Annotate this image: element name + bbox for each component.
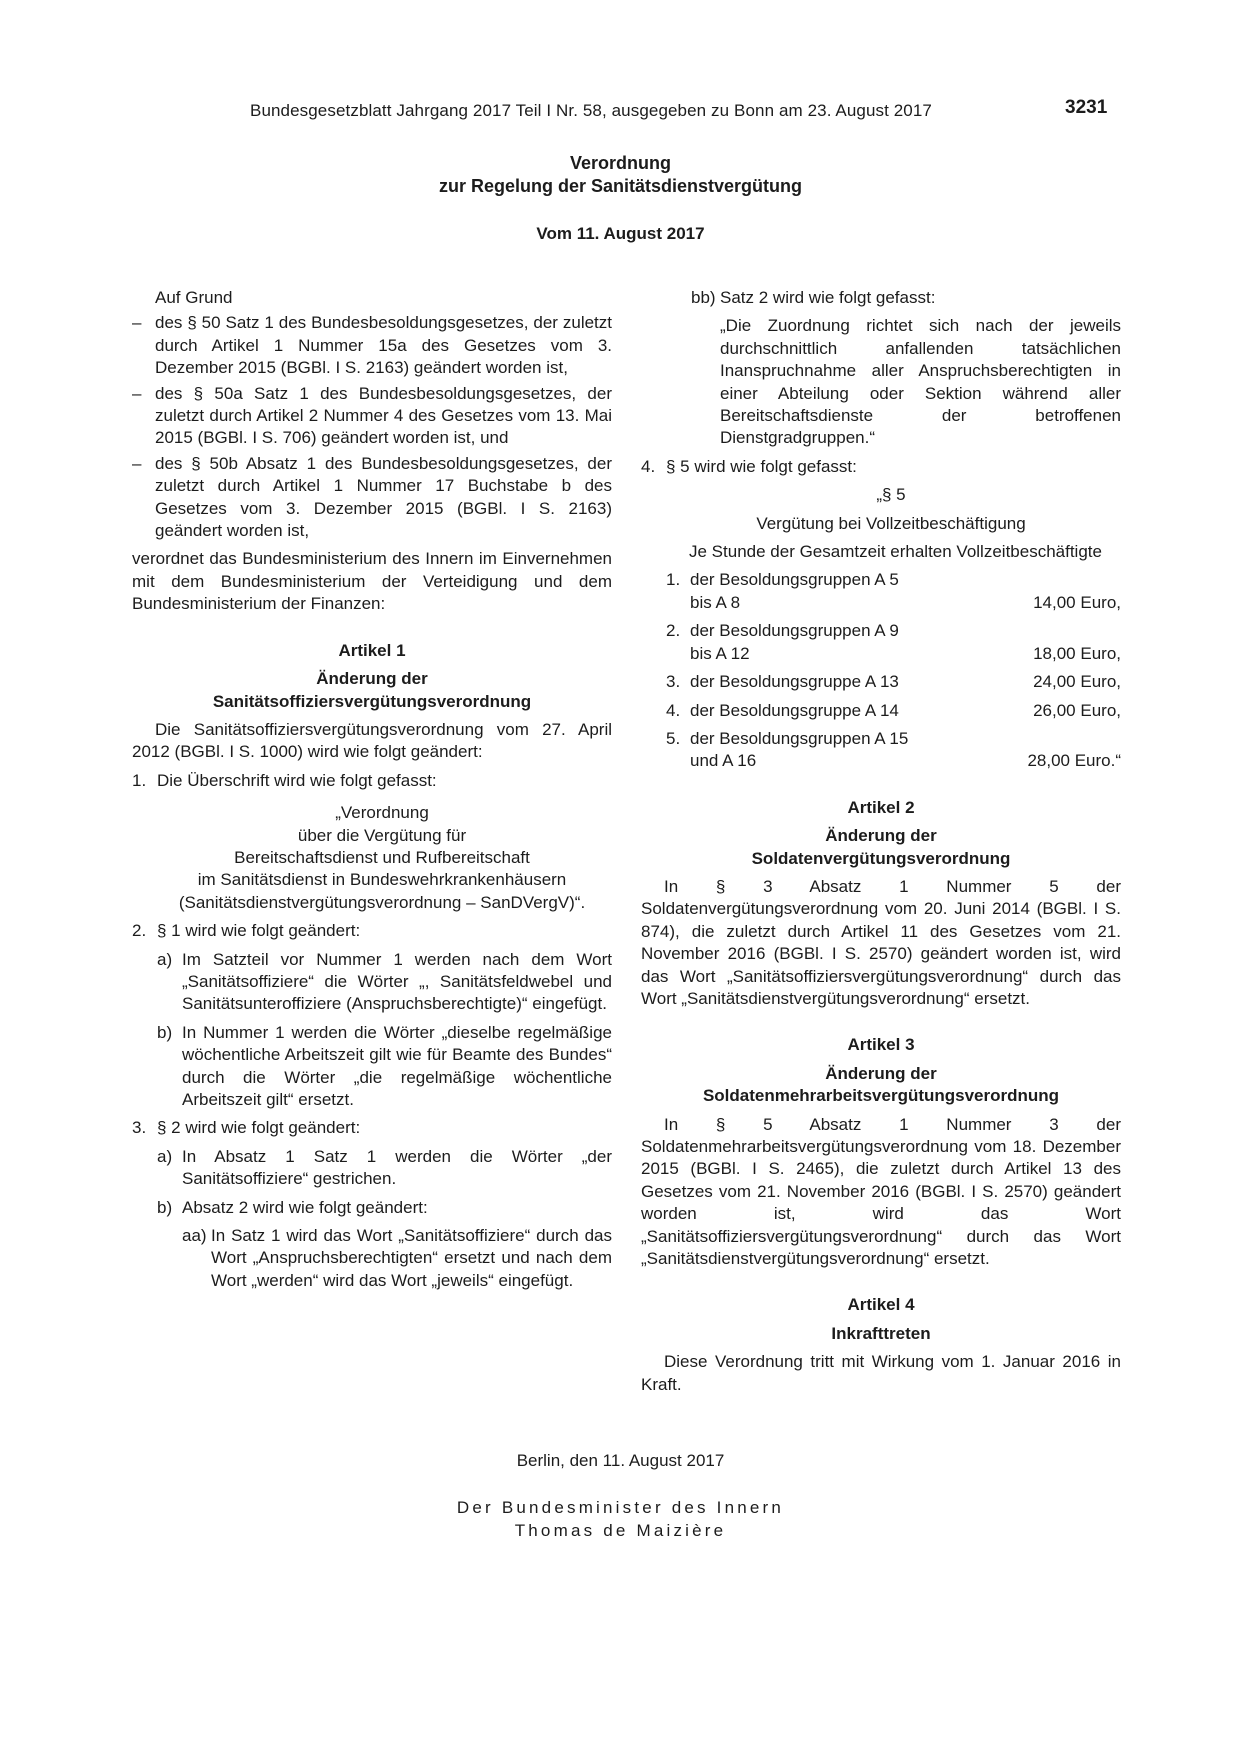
item-number: 1.: [132, 770, 147, 790]
amendment-item-3: [132, 1117, 612, 1139]
rate-amount: 28,00 Euro.“: [1027, 751, 1121, 771]
rate-label-line: bis A 8: [690, 592, 741, 612]
item-letter: a): [157, 949, 173, 969]
preamble-item-text: des § 50a Satz 1 des Bundesbesoldungsgesetzes, der zuletzt durch Artikel 2 Nummer 4 des Gesetzes vom 13. Mai 2015 (BGBl. I S. 706) geändert worden ist, und: [155, 383, 612, 448]
rate-label-line: der Besoldungsgruppen A 5: [690, 570, 899, 590]
preamble-closing: verordnet das Bundesministerium des Innern im Einvernehmen mit dem Bundesministerium der Verteidigung und dem Bundesministerium der Finanzen:: [132, 549, 612, 614]
item-text: § 2 wird wie folgt geändert:: [157, 1118, 361, 1138]
artikel4-subtitle: Inkrafttreten: [831, 1323, 931, 1343]
artikel3-subtitle-1: Änderung der: [825, 1063, 937, 1083]
item-text: In Satz 1 wird das Wort „Sanitätsoffiziere“ durch das Wort „Anspruchsberechtigten“ ersetzt und nach dem Wort „werden“ wird das Wort „jeweils“ eingefügt.: [211, 1226, 612, 1290]
amendment-item-3a: [132, 1146, 612, 1191]
item-sublabel: bb): [691, 288, 716, 307]
signer-title: Der Bundesminister des Innern: [456, 1498, 785, 1517]
item-text: § 5 wird wie folgt gefasst:: [666, 456, 857, 476]
item-text: In Absatz 1 Satz 1 werden die Wörter „der Sanitätsoffiziere“ gestrichen.: [182, 1146, 612, 1189]
artikel2-subtitle-2: Soldatenvergütungsverordnung: [751, 848, 1011, 868]
rate-number: 4.: [666, 700, 681, 720]
amendment-item-2: [132, 920, 612, 942]
amendment-item-4: [641, 456, 1121, 478]
new-title-block: [132, 802, 612, 914]
artikel3-text: In § 5 Absatz 1 Nummer 3 der Soldatenmehrarbeitsvergütungsverordnung vom 18. Dezember 2015 (BGBl. I S. 2465), die zuletzt durch Artikel 13 des Gesetzes vom 21. November 2016 (BGBl. I S. 2570) geändert worden ist, wird das Wort „Sanitätsoffiziersvergütungsverordnung“ durch das Wort „Sanitätsdienstvergütungsverordnung“ ersetzt.: [641, 1114, 1121, 1269]
artikel1-intro: Die Sanitätsoffiziersvergütungsverordnung vom 27. April 2012 (BGBl. I S. 1000) wird wie folgt geändert:: [132, 719, 612, 762]
item-text: Im Satzteil vor Nummer 1 werden nach dem Wort „Sanitätsoffiziere“ die Wörter „, Sanitätsfeldwebel und Sanitätsunteroffiziere (Anspruchsberechtigte)“ eingefügt.: [182, 949, 612, 1014]
item-letter: b): [157, 1197, 173, 1217]
rate-row: [666, 620, 1121, 665]
rates-list: [641, 569, 1121, 772]
item-letter: b): [157, 1022, 173, 1042]
item-sublabel: aa): [182, 1226, 207, 1246]
amendment-item-2b: [132, 1022, 612, 1112]
item-letter: a): [157, 1146, 173, 1166]
preamble-item-3: [132, 453, 612, 543]
new-title-line: Bereitschaftsdienst und Rufbereitschaft: [234, 847, 530, 867]
dash-marker: –: [132, 453, 142, 473]
replacement-quote: „Die Zuordnung richtet sich nach der jeweils durchschnittlich anfallenden tatsächlichen Inanspruchnahme aller Anspruchsberechtigten in einer Abteilung oder Sektion während aller Bereitschaftsdienste der betroffenen Dienstgradgruppen.“: [720, 316, 1121, 448]
amendment-item-3b-aa: [132, 1225, 612, 1292]
document-date: Vom 11. August 2017: [536, 224, 705, 243]
artikel4-text: Diese Verordnung tritt mit Wirkung vom 1. Januar 2016 in Kraft.: [641, 1352, 1121, 1394]
rate-amount: 24,00 Euro,: [1033, 672, 1121, 692]
item-number: 4.: [641, 456, 656, 476]
rate-amount: 26,00 Euro,: [1033, 700, 1121, 720]
rate-row: [666, 728, 1121, 773]
item-number: 2.: [132, 921, 147, 941]
rate-label: [690, 620, 1033, 665]
document-title: Verordnung: [569, 153, 671, 173]
rate-label: der Besoldungsgruppe A 13: [690, 672, 899, 692]
signer-name: Thomas de Maizière: [514, 1521, 727, 1540]
rate-amount: 18,00 Euro,: [1033, 643, 1121, 663]
amendment-item-1: [132, 770, 612, 792]
right-column: [641, 287, 1121, 1396]
artikel1-subtitle-1: Änderung der: [316, 669, 428, 689]
dash-marker: –: [132, 313, 142, 333]
artikel3-heading: Artikel 3: [847, 1035, 915, 1055]
artikel4-heading: Artikel 4: [847, 1295, 915, 1315]
rate-label-line: bis A 12: [690, 643, 750, 663]
preamble-item-2: [132, 383, 612, 450]
running-header: Bundesgesetzblatt Jahrgang 2017 Teil I Nr. 58, ausgegeben zu Bonn am 23. August 2017: [250, 101, 932, 120]
preamble-intro: Auf Grund: [155, 288, 233, 307]
new-title-line: über die Vergütung für: [297, 825, 467, 845]
paragraph-heading: „§ 5: [876, 485, 906, 505]
document-subtitle: zur Regelung der Sanitätsdienstvergütung: [438, 176, 803, 196]
page-number: 3231: [1065, 97, 1108, 118]
amendment-item-2a: [132, 949, 612, 1016]
artikel2-heading: Artikel 2: [847, 797, 915, 817]
rate-number: 3.: [666, 672, 681, 692]
artikel2-text: In § 3 Absatz 1 Nummer 5 der Soldatenvergütungsverordnung vom 20. Juni 2014 (BGBl. I S. 874), die zuletzt durch Artikel 11 des Gesetzes vom 21. November 2016 (BGBl. I S. 2570) geändert worden ist, wird das Wort „Sanitätsoffiziersvergütungsverordnung“ durch das Wort „Sanitätsdienstvergütungsverordnung“ ersetzt.: [641, 876, 1121, 1008]
new-title-line: im Sanitätsdienst in Bundeswehrkrankenhäusern: [197, 870, 567, 890]
rate-number: 5.: [666, 728, 681, 748]
preamble-item-1: [132, 312, 612, 379]
item-text: Die Überschrift wird wie folgt gefasst:: [157, 770, 437, 790]
rate-number: 2.: [666, 621, 681, 641]
item-text: Satz 2 wird wie folgt gefasst:: [720, 288, 936, 307]
rate-row: [666, 700, 1121, 722]
amendment-item-3b: [132, 1197, 612, 1219]
rate-label-line: der Besoldungsgruppen A 15: [690, 728, 909, 748]
artikel1-subtitle-2: Sanitätsoffiziersvergütungsverordnung: [212, 691, 532, 711]
artikel2-subtitle-1: Änderung der: [825, 826, 937, 846]
preamble-item-text: des § 50 Satz 1 des Bundesbesoldungsgesetzes, der zuletzt durch Artikel 1 Nummer 15a des Gesetzes vom 3. Dezember 2015 (BGBl. I S. 2163) geändert worden ist,: [155, 313, 612, 378]
rate-row: [666, 671, 1121, 693]
rate-row: [666, 569, 1121, 614]
rate-label: [690, 569, 1033, 614]
rate-number: 1.: [666, 570, 681, 590]
artikel3-subtitle-2: Soldatenmehrarbeitsvergütungsverordnung: [702, 1086, 1060, 1106]
item-text: In Nummer 1 werden die Wörter „dieselbe regelmäßige wöchentliche Arbeitszeit gilt wie für Beamte des Bundes“ durch die Wörter „die regelmäßige wöchentliche Arbeitszeit gilt“ ersetzt.: [182, 1022, 612, 1109]
item-text: § 1 wird wie folgt geändert:: [157, 921, 361, 941]
preamble-item-text: des § 50b Absatz 1 des Bundesbesoldungsgesetzes, der zuletzt durch Artikel 1 Nummer 17 Buchstabe b des Gesetzes vom 3. Dezember 2015 (BGBl. I S. 2163) geändert worden ist,: [155, 453, 612, 541]
item-number: 3.: [132, 1118, 147, 1138]
artikel1-heading: Artikel 1: [338, 640, 406, 660]
new-title-line: „Verordnung: [335, 803, 429, 823]
dash-marker: –: [132, 383, 142, 403]
rate-label-line: und A 16: [690, 751, 757, 771]
left-column: [132, 287, 612, 1292]
rate-amount: 14,00 Euro,: [1033, 592, 1121, 612]
paragraph-intro: Je Stunde der Gesamtzeit erhalten Vollzeitbeschäftigte: [689, 542, 1102, 562]
amendment-item-3b-bb: [641, 287, 1121, 309]
rate-label: der Besoldungsgruppe A 14: [690, 700, 899, 720]
new-title-line: (Sanitätsdienstvergütungsverordnung – SanDVergV)“.: [178, 892, 586, 912]
item-text: Absatz 2 wird wie folgt geändert:: [182, 1197, 428, 1217]
rate-label: [690, 728, 1027, 773]
paragraph-title: Vergütung bei Vollzeitbeschäftigung: [756, 513, 1026, 533]
place-and-date: Berlin, den 11. August 2017: [516, 1451, 725, 1470]
rate-label-line: der Besoldungsgruppen A 9: [690, 621, 899, 641]
